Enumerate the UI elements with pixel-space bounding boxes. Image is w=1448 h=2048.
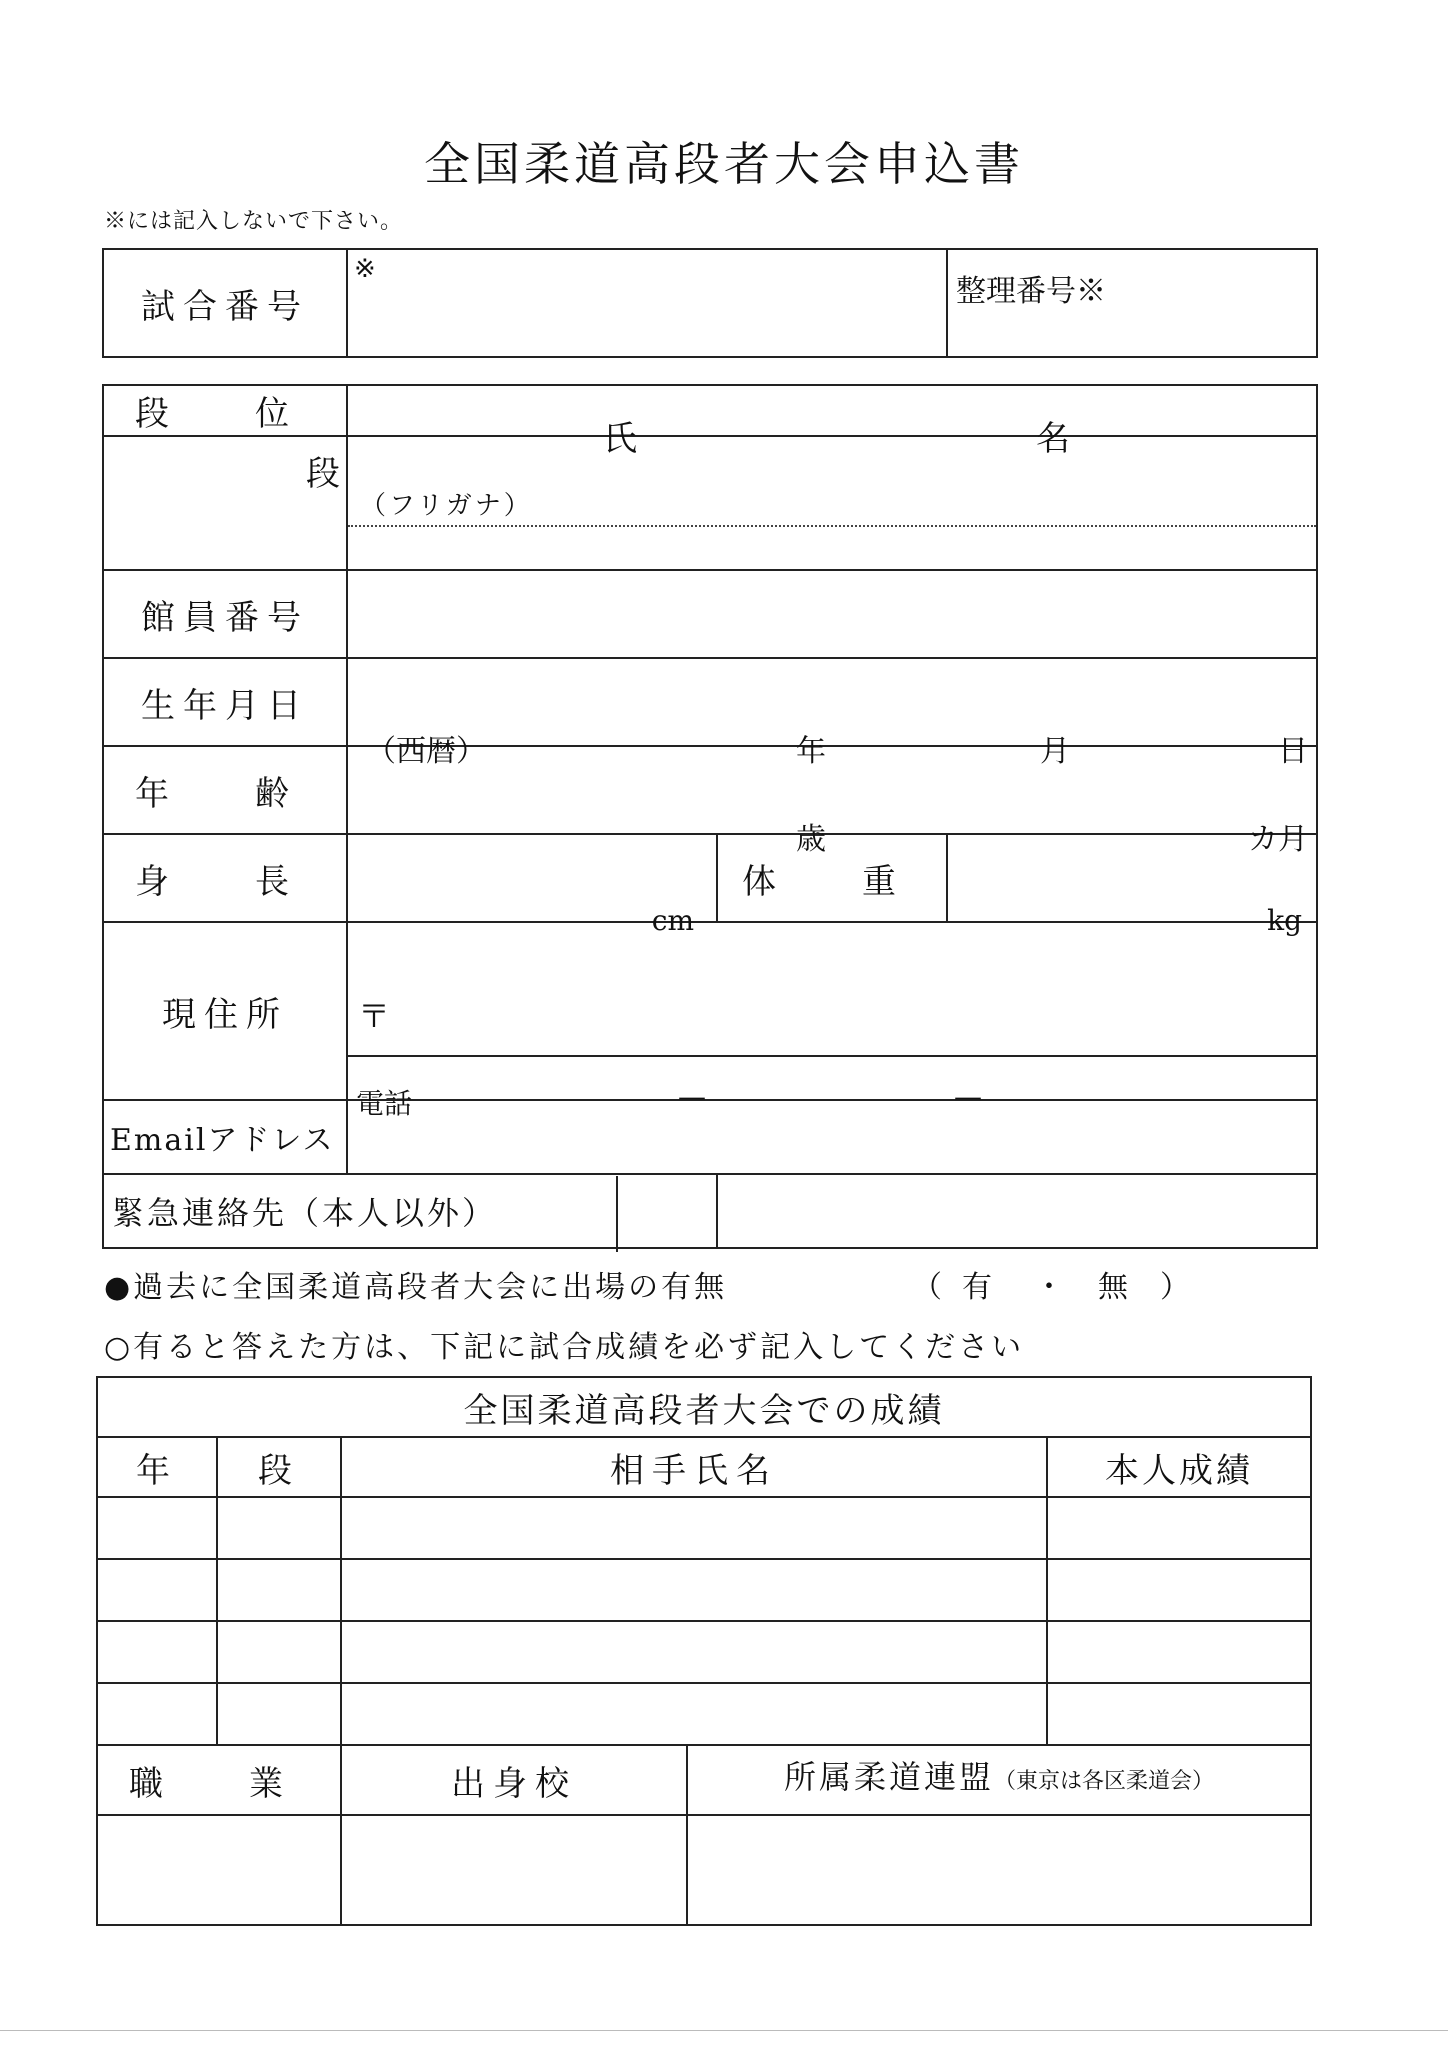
- result-year-cell[interactable]: [97, 1621, 217, 1683]
- name-header-sei: 氏: [603, 418, 637, 459]
- occupation-field[interactable]: [97, 1815, 341, 1925]
- months-unit: カ月: [1248, 822, 1309, 857]
- choice-no[interactable]: 無: [1098, 1270, 1131, 1305]
- table-row: [97, 1559, 1311, 1621]
- federation-note: （東京は各区柔道会）: [994, 1769, 1215, 1794]
- result-dan-cell[interactable]: [217, 1497, 341, 1559]
- table-row: [97, 1621, 1311, 1683]
- reference-number-label: 整理番号※: [956, 274, 1106, 309]
- results-col-outcome: 本人成績: [1047, 1437, 1311, 1497]
- result-opponent-cell[interactable]: [341, 1559, 1047, 1621]
- year-unit: 年: [796, 734, 826, 769]
- form-title: 全国柔道高段者大会申込書: [424, 137, 1024, 191]
- weight-unit: kg: [1267, 904, 1303, 937]
- result-outcome-cell[interactable]: [1047, 1497, 1311, 1559]
- results-col-dan: 段: [217, 1437, 341, 1497]
- height-label: 身 長: [103, 834, 347, 922]
- profile-table: [102, 384, 1318, 1249]
- name-header: [347, 385, 1317, 459]
- federation-label: 所属柔道連盟: [784, 1758, 995, 1796]
- result-outcome-cell[interactable]: [1047, 1683, 1311, 1745]
- federation-field[interactable]: [687, 1815, 1311, 1925]
- member-number-field[interactable]: [347, 570, 1317, 658]
- results-col-year: 年: [97, 1437, 217, 1497]
- era-label: （西暦）: [366, 734, 486, 769]
- postal-mark: 〒: [358, 997, 391, 1035]
- height-field[interactable]: [347, 834, 717, 937]
- birthdate-field[interactable]: [347, 658, 1317, 769]
- result-year-cell[interactable]: [97, 1559, 217, 1621]
- day-unit: 日: [1278, 734, 1309, 769]
- result-outcome-cell[interactable]: [1047, 1621, 1311, 1683]
- results-title: 全国柔道高段者大会での成績: [97, 1377, 1311, 1437]
- name-field[interactable]: [347, 436, 1317, 570]
- dan-suffix: 段: [306, 454, 340, 494]
- name-header-mei: 名: [1036, 418, 1070, 459]
- page-edge-line: [0, 2030, 1448, 2031]
- choice-yes[interactable]: 有: [962, 1270, 995, 1305]
- dan-rank-header: 段 位: [103, 385, 347, 436]
- birthdate-label: 生年月日: [103, 658, 347, 746]
- match-header-table: [102, 248, 1318, 358]
- month-unit: 月: [1040, 734, 1070, 769]
- address-field[interactable]: [347, 922, 1317, 1056]
- email-field[interactable]: [347, 1100, 1317, 1174]
- emergency-contact-field[interactable]: [717, 1174, 1317, 1248]
- phone-field[interactable]: [347, 1056, 1317, 1120]
- table-row: [97, 1497, 1311, 1559]
- email-label: Emailアドレス: [103, 1100, 347, 1174]
- table-row: [97, 1683, 1311, 1745]
- weight-label: 体 重: [717, 834, 947, 922]
- phone-dash-1: —: [678, 1080, 706, 1113]
- match-number-field[interactable]: [347, 249, 947, 357]
- emergency-contact-label: 緊急連絡先（本人以外）: [103, 1174, 717, 1248]
- age-unit: 歳: [796, 822, 826, 857]
- result-dan-cell[interactable]: [217, 1621, 341, 1683]
- result-outcome-cell[interactable]: [1047, 1559, 1311, 1621]
- result-opponent-cell[interactable]: [341, 1497, 1047, 1559]
- choice-close: ）: [1160, 1270, 1193, 1305]
- result-opponent-cell[interactable]: [341, 1621, 1047, 1683]
- federation-header: [687, 1745, 1311, 1815]
- choice-dot: ・: [1034, 1270, 1067, 1305]
- results-table: [96, 1376, 1312, 1926]
- phone-dash-2: —: [954, 1080, 982, 1113]
- choice-open: （: [912, 1270, 945, 1305]
- school-label: 出身校: [341, 1745, 687, 1815]
- result-dan-cell[interactable]: [217, 1559, 341, 1621]
- emergency-divider: [616, 1176, 618, 1252]
- match-number-mark: ※: [354, 254, 376, 284]
- furigana-label: （フリガナ）: [360, 491, 533, 521]
- match-number-label: 試合番号: [103, 249, 347, 357]
- results-col-opponent: 相手氏名: [341, 1437, 1047, 1497]
- member-number-label: 館員番号: [103, 570, 347, 658]
- result-year-cell[interactable]: [97, 1683, 217, 1745]
- result-opponent-cell[interactable]: [341, 1683, 1047, 1745]
- results-instruction: ○有ると答えた方は、下記に試合成績を必ず記入してください: [104, 1330, 1025, 1365]
- occupation-label: 職 業: [97, 1745, 341, 1815]
- dan-rank-field[interactable]: [103, 436, 347, 570]
- result-dan-cell[interactable]: [217, 1683, 341, 1745]
- phone-label: 電話: [356, 1087, 413, 1120]
- school-field[interactable]: [341, 1815, 687, 1925]
- form-note: ※には記入しないで下さい。: [104, 209, 404, 234]
- height-unit: cm: [651, 904, 694, 937]
- age-label: 年 齢: [103, 746, 347, 834]
- result-year-cell[interactable]: [97, 1497, 217, 1559]
- reference-number-field[interactable]: [947, 249, 1317, 357]
- address-label: 現住所: [103, 922, 347, 1100]
- past-entry-question: ●過去に全国柔道高段者大会に出場の有無: [104, 1270, 728, 1305]
- age-field[interactable]: [347, 746, 1317, 857]
